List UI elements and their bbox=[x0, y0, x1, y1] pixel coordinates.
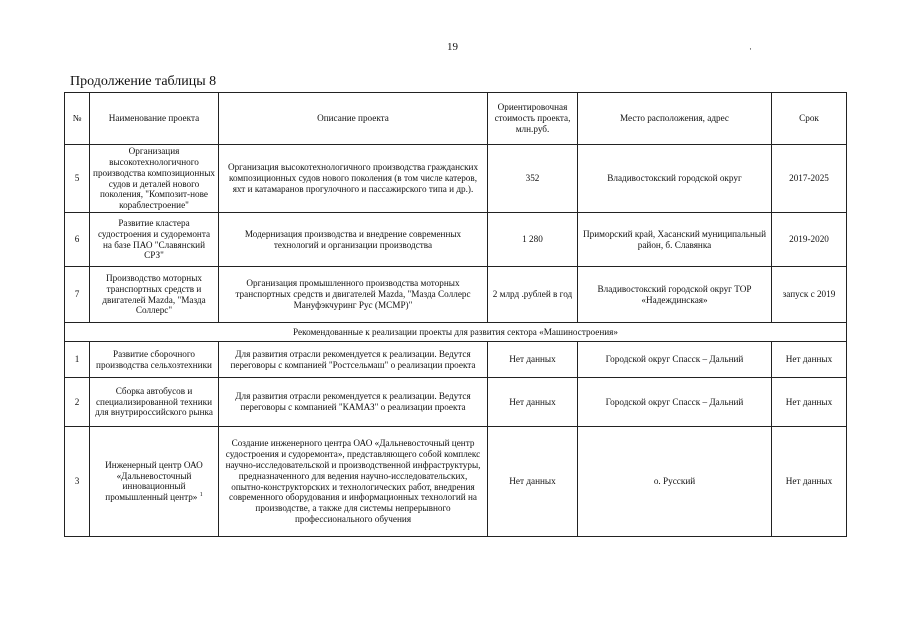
table-row bbox=[65, 145, 847, 213]
row-desc: Модернизация производства и внедрение современных технологий и организации производства bbox=[219, 213, 488, 267]
row-name-cell bbox=[90, 427, 219, 537]
row-name: Организация высокотехнологичного производства композиционных судов и деталей нового поколения, "Композит-нове кораблестроение" bbox=[90, 145, 219, 213]
row-num: 2 bbox=[65, 378, 90, 427]
row-desc: Организация промышленного производства моторных транспортных средств и двигателей Mazda, "Мазда Соллерс Мануфэкчуринг Рус (МСМР)" bbox=[219, 267, 488, 323]
row-desc: Создание инженерного центра ОАО «Дальневосточный центр судостроения и судоремонта», представляющего собой комплекс научно-исследовательской и производственной инфраструктуры, предназначенного для ведения научно-исследовательских, опытно-конструкторских и технологических работ, внедрения современного оборудования и информационных технологий на производстве, а также для системы непрерывного профессионального обучения bbox=[219, 427, 488, 537]
row-place: Владивостокский городской округ bbox=[578, 145, 772, 213]
header-cost: Ориентировочная стоимость проекта, млн.руб. bbox=[488, 93, 578, 145]
table-row bbox=[65, 213, 847, 267]
row-desc: Для развития отрасли рекомендуется к реализации. Ведутся переговоры с компанией "Ростсельмаш" о реализации проекта bbox=[219, 342, 488, 378]
section-title: Рекомендованные к реализации проекты для развития сектора «Машиностроения» bbox=[65, 323, 847, 342]
row-cost: 1 280 bbox=[488, 213, 578, 267]
table-caption: Продолжение таблицы 8 bbox=[70, 74, 217, 89]
row-term: Нет данных bbox=[772, 427, 847, 537]
header-place: Место расположения, адрес bbox=[578, 93, 772, 145]
row-desc: Организация высокотехнологичного производства гражданских композиционных судов нового поколения (в том числе катеров, яхт и катамаранов прогулочного и пассажирского типа и др.). bbox=[219, 145, 488, 213]
row-num: 6 bbox=[65, 213, 90, 267]
header-desc: Описание проекта bbox=[219, 93, 488, 145]
header-num: № bbox=[65, 93, 90, 145]
table-row bbox=[65, 267, 847, 323]
row-cost: Нет данных bbox=[488, 427, 578, 537]
footnote-mark: 1 bbox=[199, 492, 203, 499]
table-row bbox=[65, 427, 847, 537]
row-cost: 352 bbox=[488, 145, 578, 213]
row-name: Инженерный центр ОАО «Дальневосточный инновационный промышленный центр» bbox=[105, 459, 203, 503]
projects-table bbox=[64, 92, 847, 537]
row-term: Нет данных bbox=[772, 342, 847, 378]
row-place: Городской округ Спасск – Дальний bbox=[578, 378, 772, 427]
row-name: Развитие сборочного производства сельхозтехники bbox=[90, 342, 219, 378]
header-row bbox=[65, 93, 847, 145]
row-num: 1 bbox=[65, 342, 90, 378]
row-term: запуск с 2019 bbox=[772, 267, 847, 323]
section-row bbox=[65, 323, 847, 342]
row-num: 3 bbox=[65, 427, 90, 537]
header-term: Срок bbox=[772, 93, 847, 145]
row-desc: Для развития отрасли рекомендуется к реализации. Ведутся переговоры с компанией "КАМАЗ" о реализации проекта bbox=[219, 378, 488, 427]
stray-mark: · bbox=[749, 44, 752, 54]
row-cost: Нет данных bbox=[488, 378, 578, 427]
row-place: Владивостокский городской округ ТОР «Надеждинская» bbox=[578, 267, 772, 323]
row-term: Нет данных bbox=[772, 378, 847, 427]
table-row bbox=[65, 342, 847, 378]
row-cost: 2 млрд .рублей в год bbox=[488, 267, 578, 323]
row-name: Сборка автобусов и специализированной техники для внутрироссийского рынка bbox=[90, 378, 219, 427]
table-row bbox=[65, 378, 847, 427]
row-cost: Нет данных bbox=[488, 342, 578, 378]
row-term: 2019-2020 bbox=[772, 213, 847, 267]
row-place: Городской округ Спасск – Дальний bbox=[578, 342, 772, 378]
header-name: Наименование проекта bbox=[90, 93, 219, 145]
row-place: о. Русский bbox=[578, 427, 772, 537]
page-number: 19 bbox=[447, 41, 458, 53]
row-num: 7 bbox=[65, 267, 90, 323]
row-num: 5 bbox=[65, 145, 90, 213]
row-name: Развитие кластера судостроения и судоремонта на базе ПАО "Славянский СРЗ" bbox=[90, 213, 219, 267]
row-name: Производство моторных транспортных средств и двигателей Mazda, "Мазда Соллерс" bbox=[90, 267, 219, 323]
row-term: 2017-2025 bbox=[772, 145, 847, 213]
row-place: Приморский край, Хасанский муниципальный район, б. Славянка bbox=[578, 213, 772, 267]
